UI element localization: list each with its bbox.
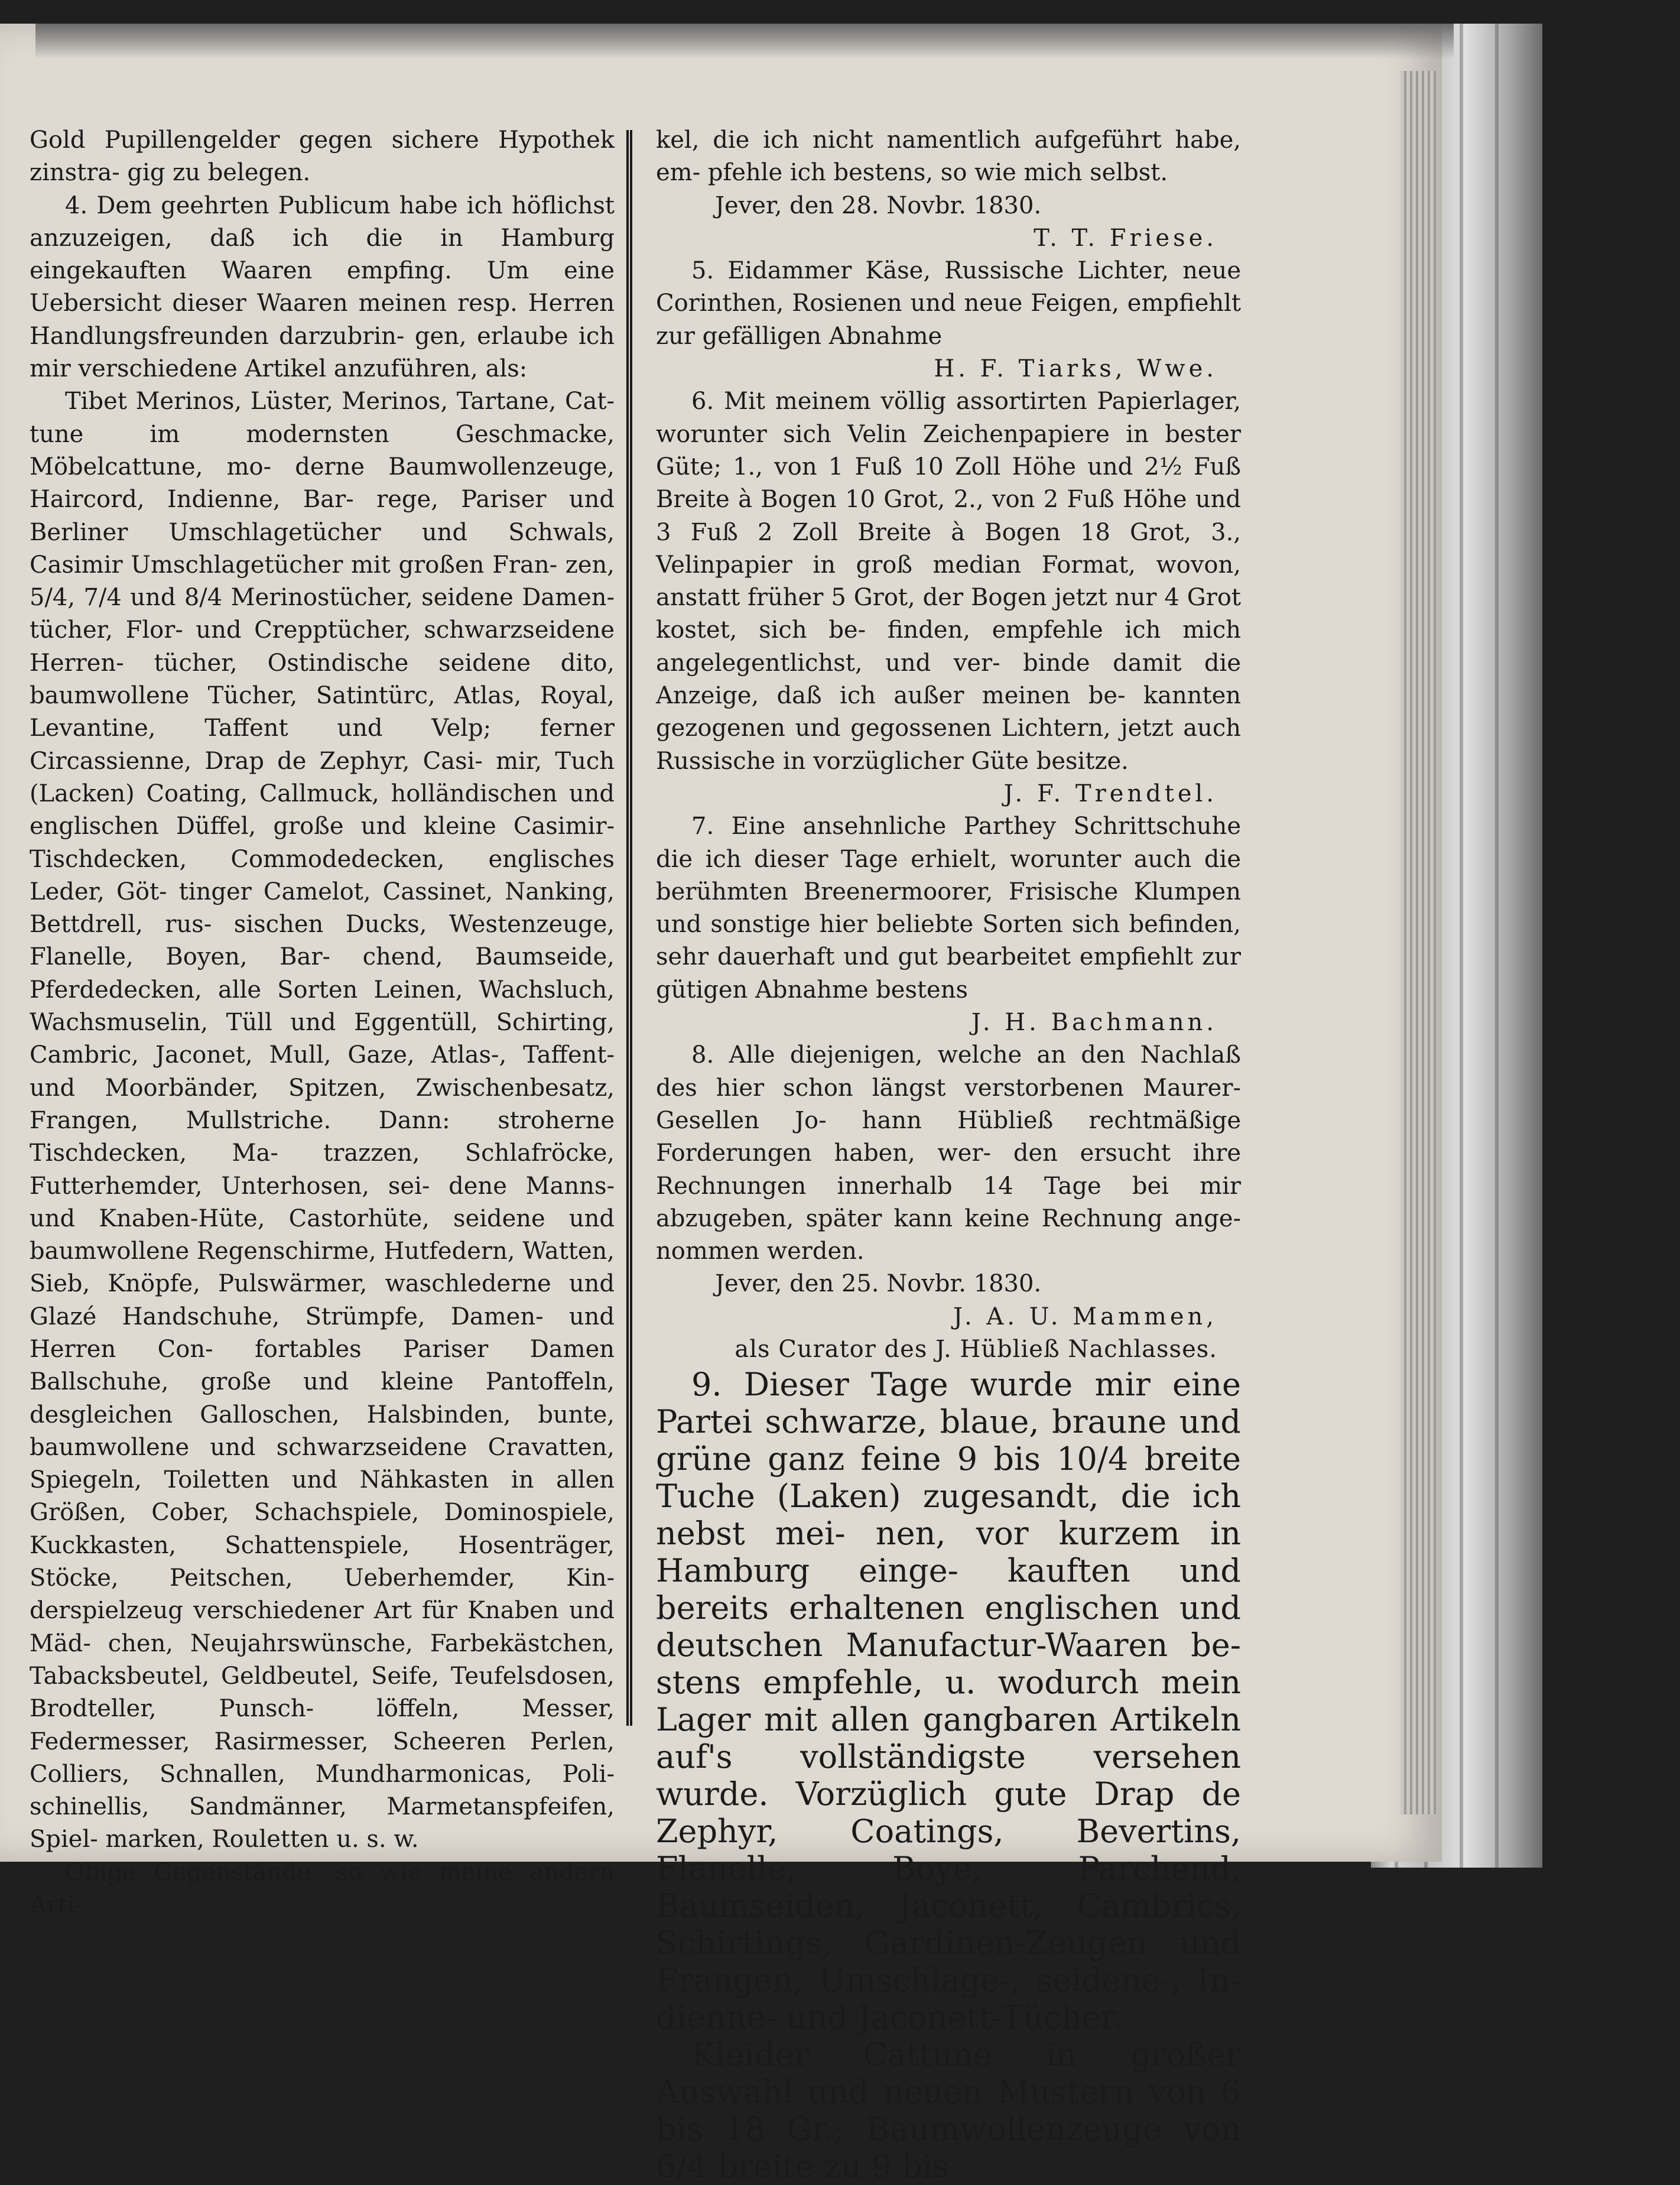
advert-8-text: 8. Alle diejenigen, welche an den Nachlaß des hier schon längst verstorbenen Maurer-Gesellen Jo- hann Hübließ rechtmäßige Forderungen haben, wer- den ersucht ihre Rechnungen innerhalb 14 Tage bei mir abzugeben, später kann keine Rechnung ange- nommen werden. — [656, 1041, 1241, 1265]
advert-9-text: 9. Dieser Tage wurde mir eine Partei schwarze, blaue, braune und grüne ganz feine 9 bis 10/4 breite Tuche (Laken) zugesandt, die ich nebst mei- nen, vor kurzem in Hamburg einge- kauften und bereits erhaltenen englischen und deutschen Manufactur-Waaren be- stens empfehle, u. wodurch mein Lager mit allen gangbaren Artikeln auf's vollständigste versehen wurde. Vorzüglich gute Drap de Zephyr, Coatings, Bevertins, Flanelle, Boye, Parchend, Baumseiden, Jaconett, Cambrics, Schirtings, Gardinen-Zeugen und Frangen, Umschlage-, seidene-, In- dienne- und Jaconett-Tücher. — [656, 1366, 1241, 2037]
advert-6-signature: J. F. Trendtel. — [1003, 780, 1217, 807]
advert-4-date: Jever, den 28. Novbr. 1830. — [715, 191, 1042, 219]
advert-7-signature: J. H. Bachmann. — [971, 1009, 1217, 1037]
advert-4-conclusion: kel, die ich nicht namentlich aufgeführt habe, em- pfehle ich bestens, so wie mich selbst. — [656, 126, 1241, 187]
advert-9-continued: Kleider Cattune in großer Auswahl und neuen Mustern von 6 bis 18 Gr.; Baumwollenzeuge von 6/4 breite zu 9 bis — [656, 2036, 1241, 2185]
advert-6-text: 6. Mit meinem völlig assortirten Papierlager, worunter sich Velin Zeichenpapiere in bester Güte; 1., von 1 Fuß 10 Zoll Höhe und 2½ Fuß Breite à Bogen 10 Grot, 2., von 2 Fuß Höhe und 3 Fuß 2 Zoll Breite à Bogen 18 Grot, 3., Velinpapier in groß median Format, wovon, anstatt früher 5 Grot, der Bogen jetzt nur 4 Grot kostet, sich be- finden, empfehle ich mich angelegentlichst, und ver- binde damit die Anzeige, daß ich außer meinen be- kannten gezogenen und gegossenen Lichtern, jetzt auch Russische in vorzüglicher Güte besitze. — [656, 388, 1241, 775]
left-column — [30, 124, 615, 1921]
advert-4-signature: T. T. Friese. — [1034, 224, 1217, 252]
page-binding-margin — [1400, 71, 1436, 1814]
left-paragraph-1: Gold Pupillengelder gegen sichere Hypothek zinstra- gig zu belegen. — [30, 126, 615, 187]
page-top-shadow — [35, 24, 1454, 59]
advert-4-article-list: Tibet Merinos, Lüster, Merinos, Tartane, Cat- tune im modernsten Geschmacke, Möbelcattune, mo- derne Baumwollenzeuge, Haircord, Indienne, Bar- rege, Pariser und Berliner Umschlagetücher und Schwals, Casimir Umschlagetücher mit großen Fran- zen, 5/4, 7/4 und 8/4 Merinostücher, seidene Damen- tücher, Flor- und Crepptücher, schwarzseidene Herren- tücher, Ostindische seidene dito, baumwollene Tücher, Satintürc, Atlas, Royal, Levantine, Taffent und Velp; ferner Circassienne, Drap de Zephyr, Casi- mir, Tuch (Lacken) Coating, Callmuck, holländischen und englischen Düffel, große und kleine Casimir- Tischdecken, Commodedecken, englisches Leder, Göt- tinger Camelot, Cassinet, Nanking, Bettdrell, rus- sischen Ducks, Westenzeuge, Flanelle, Boyen, Bar- chend, Baumseide, Pferdedecken, alle Sorten Leinen, Wachsluch, Wachsmuselin, Tüll und Eggentüll, Schirting, Cambric, Jaconet, Mull, Gaze, Atlas-, Taffent- und Moorbänder, Spitzen, Zwischenbesatz, Frangen, Mullstriche. Dann: stroherne Tischdecken, Ma- trazzen, Schlafröcke, Futterhemder, Unterhosen, sei- dene Manns- und Knaben-Hüte, Castorhüte, seidene und baumwollene Regenschirme, Hutfedern, Watten, Sieb, Knöpfe, Pulswärmer, waschlederne und Glazé Handschuhe, Strümpfe, Damen- und Herren Con- fortables Pariser Damen Ballschuhe, große und kleine Pantoffeln, desgleichen Galloschen, Halsbinden, bunte, baumwollene und schwarzseidene Cravatten, Spiegeln, Toiletten und Nähkasten in allen Größen, Cober, Schachspiele, Dominospiele, Kuckkasten, Schattenspiele, Hosenträger, Stöcke, Peitschen, Ueberhemder, Kin- derspielzeug verschiedener Art für Knaben und Mäd- chen, Neujahrswünsche, Farbekästchen, Tabacksbeutel, Geldbeutel, Seife, Teufelsdosen, Brodteller, Punsch- löffeln, Messer, Federmesser, Rasirmesser, Scheeren Perlen, Colliers, Schnallen, Mundharmonicas, Poli- schinellis, Sandmänner, Marmetanspfeifen, Spiel- marken, Rouletten u. s. w. — [30, 388, 615, 1853]
right-column — [656, 124, 1241, 2185]
advert-8-date: Jever, den 25. Novbr. 1830. — [715, 1270, 1042, 1298]
advert-4-intro: 4. Dem geehrten Publicum habe ich höflichst anzuzeigen, daß ich die in Hamburg eingekauften Waaren empfing. Um eine Uebersicht dieser Waaren meinen resp. Herren Handlungsfreunden darzubrin- gen, erlaube ich mir verschiedene Artikel anzuführen, als: — [30, 191, 615, 383]
advert-8-signature: J. A. U. Mammen, — [953, 1303, 1217, 1330]
column-divider-rule — [626, 130, 632, 1726]
advert-5-text: 5. Eidammer Käse, Russische Lichter, neue Corinthen, Rosienen und neue Feigen, empfiehlt zur gefälligen Abnahme — [656, 257, 1241, 350]
advert-5-signature: H. F. Tiarks, Wwe. — [934, 355, 1217, 383]
advert-4-continued: Obige Gegenstände, so wie meine andern Arti- — [30, 1858, 615, 1919]
advert-7-text: 7. Eine ansehnliche Parthey Schrittschuhe die ich dieser Tage erhielt, worunter auch die berühmten Breenermoorer, Frisische Klumpen und sonstige hier beliebte Sorten sich befinden, sehr dauerhaft und gut bearbeitet empfiehlt zur gütigen Abnahme bestens — [656, 813, 1241, 1004]
advert-8-signature-role: als Curator des J. Hübließ Nachlasses. — [735, 1335, 1217, 1363]
